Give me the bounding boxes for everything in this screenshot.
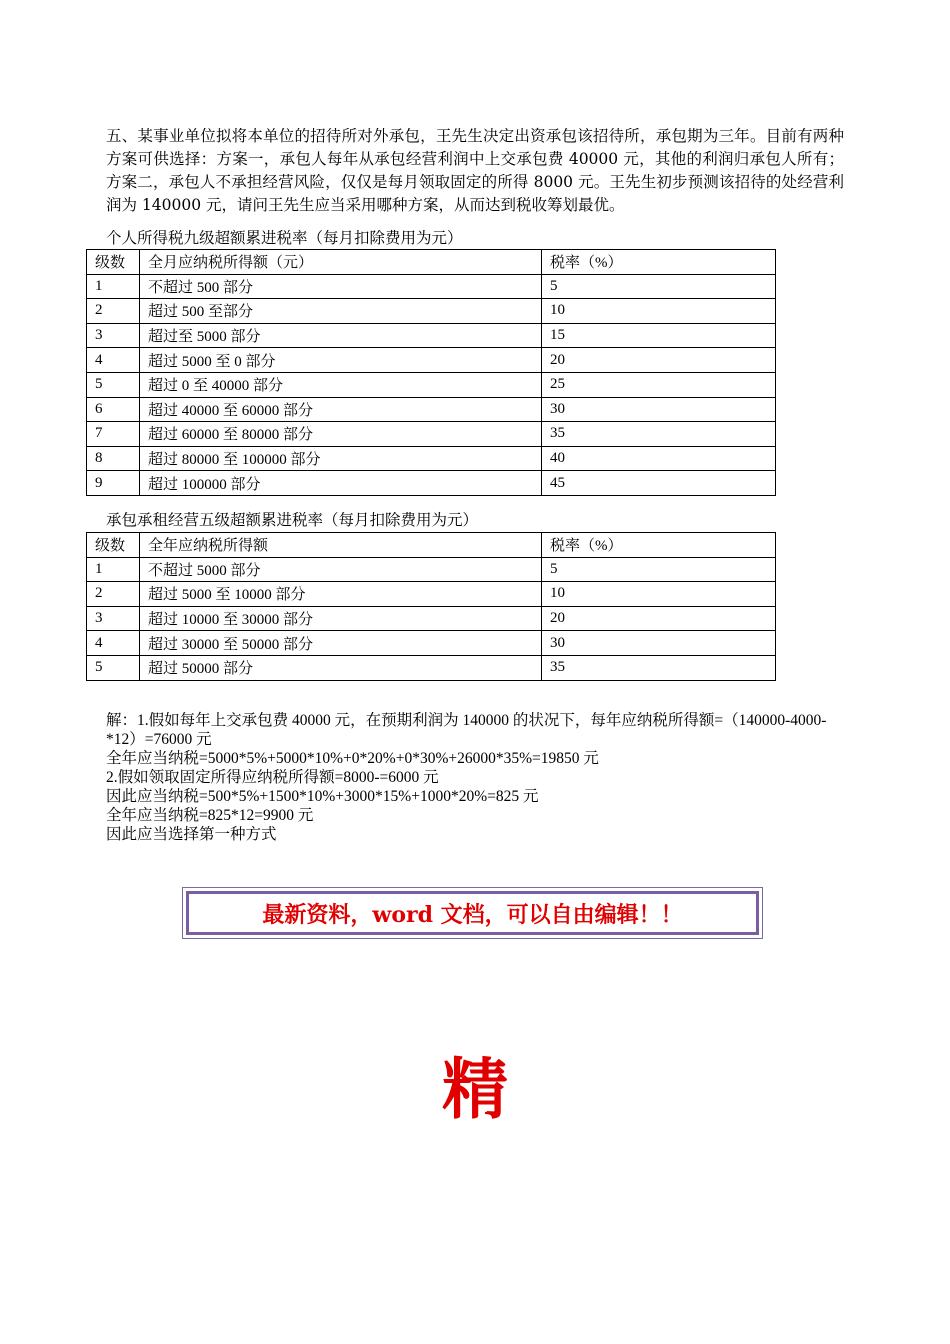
bracket-cell: 不超过 500 部分 <box>140 274 542 299</box>
bracket-cell: 超过 50000 部分 <box>140 655 542 680</box>
table1-caption: 个人所得税九级超额累进税率（每月扣除费用为元） <box>106 229 463 247</box>
level-cell: 3 <box>87 606 140 631</box>
level-cell: 5 <box>87 655 140 680</box>
header-cell: 级数 <box>87 533 140 558</box>
rate-cell: 35 <box>542 655 776 680</box>
table-header-row <box>87 250 776 275</box>
rate-cell: 30 <box>542 631 776 656</box>
level-cell: 7 <box>87 422 140 447</box>
income-tax-table <box>86 249 776 496</box>
level-cell: 9 <box>87 471 140 496</box>
bracket-cell: 超过 10000 至 30000 部分 <box>140 606 542 631</box>
solution-line: 因此应当选择第一种方式 <box>106 826 277 843</box>
bracket-cell: 不超过 5000 部分 <box>140 557 542 582</box>
table-row <box>87 446 776 471</box>
level-cell: 1 <box>87 557 140 582</box>
bracket-cell: 超过 0 至 40000 部分 <box>140 372 542 397</box>
header-cell: 税率（%） <box>542 250 776 275</box>
solution-line: 全年应当纳税=825*12=9900 元 <box>106 807 314 824</box>
bracket-cell: 超过 100000 部分 <box>140 471 542 496</box>
rate-cell: 35 <box>542 422 776 447</box>
level-cell: 8 <box>87 446 140 471</box>
level-cell: 3 <box>87 323 140 348</box>
table-row <box>87 348 776 373</box>
table-row <box>87 655 776 680</box>
bracket-cell: 超过 5000 至 10000 部分 <box>140 582 542 607</box>
table2-caption: 承包承租经营五级超额累进税率（每月扣除费用为元） <box>106 511 479 529</box>
solution-line: 全年应当纳税=5000*5%+5000*10%+0*20%+0*30%+26000*35%=19850 元 <box>106 750 599 767</box>
bracket-cell: 超过 40000 至 60000 部分 <box>140 397 542 422</box>
table-row <box>87 274 776 299</box>
level-cell: 2 <box>87 582 140 607</box>
header-cell: 税率（%） <box>542 533 776 558</box>
table-row <box>87 582 776 607</box>
level-cell: 4 <box>87 631 140 656</box>
bracket-cell: 超过至 5000 部分 <box>140 323 542 348</box>
rate-cell: 45 <box>542 471 776 496</box>
rate-cell: 20 <box>542 606 776 631</box>
table-row <box>87 422 776 447</box>
contract-tax-table <box>86 532 776 681</box>
bracket-cell: 超过 60000 至 80000 部分 <box>140 422 542 447</box>
header-cell: 级数 <box>87 250 140 275</box>
level-cell: 2 <box>87 299 140 324</box>
table-row <box>87 557 776 582</box>
rate-cell: 5 <box>542 557 776 582</box>
table-row <box>87 631 776 656</box>
table-row <box>87 299 776 324</box>
table-row <box>87 323 776 348</box>
header-cell: 全月应纳税所得额（元） <box>140 250 542 275</box>
rate-cell: 20 <box>542 348 776 373</box>
table-row <box>87 471 776 496</box>
header-cell: 全年应纳税所得额 <box>140 533 542 558</box>
rate-cell: 5 <box>542 274 776 299</box>
question-paragraph: 五、某事业单位拟将本单位的招待所对外承包，王先生决定出资承包该招待所，承包期为三年。目前有两种方案可供选择：方案一，承包人每年从承包经营利润中上交承包费 40000 元，其他的利润归承包人所有；方案二，承包人不承担经营风险，仅仅是每月领取固定的所得 8000 元。王先生初步预测该招待的处经营利润为 140000 元，请问王先生应当采用哪种方案，从而达到税收筹划最优。 <box>106 127 844 214</box>
level-cell: 1 <box>87 274 140 299</box>
table-row <box>87 372 776 397</box>
rate-cell: 10 <box>542 582 776 607</box>
table-row <box>87 606 776 631</box>
rate-cell: 40 <box>542 446 776 471</box>
level-cell: 6 <box>87 397 140 422</box>
solution-line: 解：1.假如每年上交承包费 40000 元，在预期利润为 140000 的状况下，每年应纳税所得额=（140000-4000-*12）=76000 元 <box>106 712 827 748</box>
solution-line: 2.假如领取固定所得应纳税所得额=8000-=6000 元 <box>106 769 439 786</box>
bracket-cell: 超过 80000 至 100000 部分 <box>140 446 542 471</box>
rate-cell: 15 <box>542 323 776 348</box>
rate-cell: 30 <box>542 397 776 422</box>
solution-line: 因此应当纳税=500*5%+1500*10%+3000*15%+1000*20%=825 元 <box>106 788 539 805</box>
table-header-row <box>87 533 776 558</box>
editable-notice-banner <box>182 887 763 939</box>
bracket-cell: 超过 30000 至 50000 部分 <box>140 631 542 656</box>
level-cell: 5 <box>87 372 140 397</box>
bracket-cell: 超过 500 至部分 <box>140 299 542 324</box>
notice-text: 最新资料，word 文档，可以自由编辑！！ <box>186 891 759 935</box>
level-cell: 4 <box>87 348 140 373</box>
rate-cell: 10 <box>542 299 776 324</box>
watermark-character: 精 <box>442 1051 508 1128</box>
rate-cell: 25 <box>542 372 776 397</box>
solution-block <box>106 711 846 844</box>
table-row <box>87 397 776 422</box>
bracket-cell: 超过 5000 至 0 部分 <box>140 348 542 373</box>
